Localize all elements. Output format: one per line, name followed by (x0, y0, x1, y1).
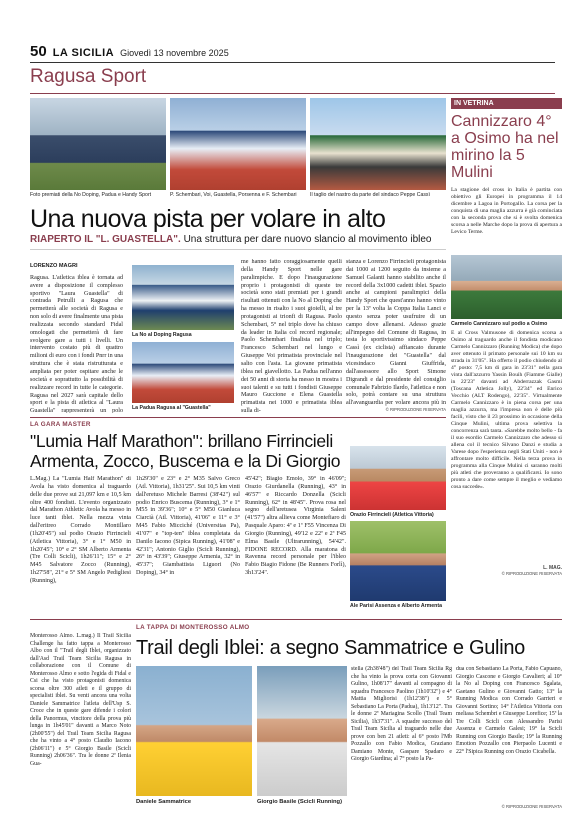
photo-ribbon-cutting (310, 98, 446, 190)
lumia-tag: LA GARA MASTER (30, 421, 91, 428)
divider (30, 249, 446, 250)
photo-firrincieli (350, 446, 446, 510)
photo-cannizzaro-podium (451, 255, 562, 319)
main-col-1 (30, 263, 123, 413)
page-header (30, 43, 555, 63)
photo-caption: P. Schembari, Voi, Guastella, Porsenna e F. Schembari (170, 192, 297, 198)
main-col-2: me hanno fatto coraggiosamente quelli della Handy Sport nelle gare paralimpiche. E dopo l'inaugurazione proprio i protagonisti di queste tre società sono stati premiati per i grandi risultati ottenuti con la No al Doping che ha messo in risalto i suoi gioielli, al tre protagonisti ai trionfi di Ragusa. Paolo Schembari, 5° nel triplo dove ha chiuso da leader in Italia col record regionale; Paolo Schembari finalista nel triplo; Francesco Schembari nel lungo e Giuseppe Voi primatista provinciale nel salto con l'asta. La giovane primatista iblea nel giavellotto. La Padua nell'anno dei 50 anni di storia ha messo in mostra i suoi talenti e su tutti i fondisti Giuseppe Mauro Guccione e Elena Guastella primatista nei 1000 e primatista iblea sulla di- (241, 259, 342, 414)
lumia-col-2: 1h29'30" e 23° e 2° M35 Salvo Greco (Atl. Vittoria), 1h31'25". Sui 10,5 km vinti dall'eretuso Michele Barresi (38'42") sul podio Enrico Buscema (Running), 3° e 1° M55 in 39'36"; 10° e 5° M50 Gianluca Ciarcià (Atl. Vittoria), 41'06" e 11° e 3° M45 Fabio Micciché (Universitas Pa), 41'07" e "top-ten" iblea completata da Danilo Iacono (Sipica Running), 41'08" e 42'31"; Antonio Giglio (Scicli Running), 26° in 43'39"; Giuseppe Armenia, 32° in 45'37"; Giambattista Liguori (No Doping), 34° in (136, 476, 240, 577)
sidebar-band: IN VETRINA (451, 98, 562, 109)
lumia-col-3: 45'42"; Biagio Emolo, 39° in 46'09"; Orazio Giurdanella (Running), 43° in 46'57" e Riccardo Donzella (Scicli Running), 62° in 48'45". Prova rosa nel segno dell'aretusea Virginia Saleni (41'57") altra allieva come Montefiaro di Pasquale Aparo: 4ª e 1ª F55 Vincenza Di Giorgio (Running), 49'12 e 22ª e 2ª F45 Elma Basile (Ultrarunning), 54'42". FIDONE RECORD. Alla maratona di Ravenna record personale per l'ibleo Fabio Biagio Fidone (Be Runners Forlì), 3h13'24". (245, 476, 346, 577)
photo-caption: Ale Parisi Assenza e Alberto Armenta (350, 603, 442, 609)
section-rule (30, 93, 555, 94)
photo-caption: La No al Doping Ragusa (132, 332, 192, 338)
copyright: © RIPRODUZIONE RISERVATA (501, 804, 562, 809)
main-col-3: stanza e Lorenzo Firrincieli protagonista dai 1000 ai 1200 seguito da insieme a Samuel Galanti hanno stabilito anche il record della 3x1000 cadetti iblei. Spazio anche ai campioni paralimpici della Handy Sport che quest'anno hanno vinto per la 13ª volta la Coppa Italia Lanci e questo senza poter usufruire di un campo dove allenarsi. Adesso grazie all'impegno del Comune di Ragusa, in testa lo sportivissimo sindaco Peppe Cassì (ex ciclista) affiancato durante l'inaugurazione dei "Guastella" dal vicesindaco Gianni Giuffrida, dall'assessore allo Sport Simone Digrandi e dal presidente del consiglio comunale Fabrizio Ilardo, l'atletica e non solo, potrà contare su una struttura all'avanguardia per volare ancora più in (346, 259, 446, 406)
photo-caption: Foto premiati della No Doping, Padua e Handy Sport (30, 192, 152, 198)
author-byline: LORENZO MAGRÌ (30, 263, 78, 269)
section-divider (30, 417, 446, 418)
sidebar-body-2: E al Cross Valmusone di domenica scorsa a Osimo al traguardo anche il fondista modicano Carmelo Cannizzaro (Running Modica) che dopo aver ottenuto il primato personale sui 10 km su strada in 31'05". Ha offerto il podio chiudendo al 4° posto: 7,5 km di gara in 23'31" nella gara vinta dall'azzurro Yassin Bouih (Fiamme Gialle) in 22'23" davanti ad Abderrazzak Gasmi (Toscana Atletica Jolly), 22'34" ed Enrico Vecchio (ALT Rodengo), 22'35". Virtualmente Carmelo Cannizzaro è in piena corsa per una maglia azzurra, ma l'impresa non è delle più facili, visto che il 23 prossimo in occasione della Cinque Mulini, ultima prova selettiva la concorrenza sarà tanta. «Sarebbe molto bello - fa il suo esordio Carmelo Cannizzaro che adesso si allena col il tecnico Silvano Danzi e studia a Varese dopo l'esperienza negli Stati Uniti - non è affrontare molto difficile. Nella terza prova in programma alla Cinque Mulini ci saranno molti più atleti che proveranno a qualificarsi. Io sono pronto a dare come sempre il meglio e vediamo cosa succede». (451, 330, 562, 490)
main-headline: Una nuova pista per volare in alto (30, 205, 386, 233)
trail-col-1: Monterosso Almo. L.mag.) Il Trail Sicilia Challenge ha fatto tappa a Monterosso Albo con il "Trail degli Iblei, organizzato dall'Asd Trail Team Sicilia Ragusa in collaborazione con il Comune di Monterosso Almo e sotto l'egida di Fidal e Csi che ha visto protagonisti domenica scorsa oltre 300 atleti e il gruppo di specialisti iblei. Su venti ancora una volta Daniele Sammatrice l'atleta dell'Usp S. Croce che in queste gare difende i colori della Panormus, vincitore della prova più lunga in 1h45'01" davanti a Marco Noto (2h00'55") del Trail Team Sicilia Ragusa che ha vinto a 4° posto Claudio Iacono (2h06'11") e 5° Giorgio Basile (Scicli Running) 2h06'36". Tra le donne 2ª Ilenia Gua- (30, 633, 131, 767)
photo-padua-ragusa (132, 342, 234, 403)
sidebar-photo-caption: Carmelo Cannizzaro sul podio a Osimo (451, 321, 548, 327)
photo-caption: Giorgio Basile (Scicli Running) (257, 799, 343, 805)
header-rule (30, 62, 555, 63)
issue-date: Giovedì 13 novembre 2025 (120, 48, 229, 58)
sidebar-copyright: © RIPRODUZIONE RISERVATA (501, 571, 562, 576)
sidebar-headline: Cannizzaro 4° a Osimo ha nel mirino la 5 Mulini (451, 113, 559, 181)
sidebar-body-1: La stagione del cross in Italia è partita con obiettivo gli Europei in programma il 14 dicembre a Lagoa in Portogallo. La corsa per la conquista di una maglia azzurra è già cominciata con la seconda prova che si è svolta domenica scorsa a nelle Marche dopo la prova di apertura a Levico Terme. (451, 187, 562, 235)
lumia-headline-1: "Lumia Half Marathon": brillano Firrincieli (30, 431, 333, 451)
photo-caption: Daniele Sammatrice (136, 799, 192, 805)
photo-caption: Orazio Firrincieli (Atletica Vittoria) (350, 512, 434, 518)
trail-col-3: dua con Sebastiano La Porta, Fabio Capuano, Giorgio Cascone e Giorgio Cavalieri; al 10° la No al Doping con Francesco Sgalata, Gaetano Gulino e Giovanni Gatto; 13° la Running Modica con Corrado Garrieri e Giovanni Sortino; 14° l'Atletica Vittoria con meliasa Schembri e Giuseppe Lorefice; 15ª la Tre Colli Scicli con Alessandro Parisi Assenza e Carmelo Galesi; 19° la Scicli Running con Giorgio Basile; 19° la Running Emotion Pozzallo con Pierpaolo Lucenti e 22° l'Sipica Running con Orazio Cicabella. (456, 666, 562, 755)
photo-no-al-doping (132, 265, 234, 330)
newspaper-logo: LA SICILIA (52, 47, 115, 59)
main-col-1-text: Ragusa. L'atletica iblea è tornata ad avere a disposizione il complesso sportivo "Laura Guastella" di contrada Petrulli a Ragusa che permetterà alle società di Ragusa e non solo di avere finalmente una pista realizzata secondo standard Fidal omologati che permetterà di fare svolgere gare a tutti i livelli. Un intervento costato più di quattro milioni di euro con i fondi Pnrr in una struttura che è stata ristrutturata e ampliata per poter ospitare anche le società e soprattutto la possibilità di realizzare record in tutte le categorie. Ragusa nel 2027 sarà capitale dello sport e la pista di atletica al "Laura Guastella" rappresenterà un polo (30, 274, 123, 413)
page-number: 50 (30, 43, 47, 60)
section-title: Ragusa Sport (30, 66, 147, 87)
kicker-bold: RIAPERTO IL "L. GUASTELLA". (30, 234, 181, 245)
sidebar-signature: L. MAG. (543, 565, 562, 571)
lumia-headline-2: Armenta, Zocco, Buscema e la Di Giorgio (30, 451, 341, 471)
copyright: © RIPRODUZIONE RISERVATA (385, 407, 446, 412)
main-kicker (30, 234, 450, 245)
lumia-col-1: L.Mag.) La "Lumia Half Marathon" di Avola ha visto domenica al traguardo delle due prove sui 21,097 km e 10,5 km oltre 400 fondisti. L'evento organizzato dal Marathon Athletic Avola ha messo in luce tanti iblei. Nella mezza vinta dall'eritreo Corrado Montillaro (1h20'45") sul podio Orazio Firrincieli (Atletica Vittoria), 3° e 1° M50 in 1h20'45"; 10° e 2° SM Alberto Armenta (Tre Colli Scicli), 1h26'11"; 15° e 2° M45 Salvatore Zocco (Running), 1h27'58", 21° e 5° SM Angelo Pedigliesi (Running), (30, 476, 131, 584)
photo-parisi-armenta (350, 521, 446, 601)
kicker-text: Una struttura per dare nuovo slancio al movimento ibleo (180, 234, 432, 245)
trail-col-2: stella (2h38'48") del Trail Team Sicilia Rg che ha vinto la prova corta con Giovanni Gulino, 1h08'17" davanti al compagno di squadra Francesco Paolino (1h10'32") e 4° Mattia Migliorisi (1h12'38") e 5° Sebastiano La Porta (Padua), 1h13'12". Tra le donne 2ª Mariagina Scollo (Trail Team Sicilia), 1h37'31". A squadre successo del Trail Team Sicilia al traguardo nelle due prove con ben 21 atleti: al 6° posto l'Mb Pozzallo con Fabio Modica, Graziano Damiano Monte, Gaspare Spadaro e Giorgio Giardina; al 7° posto la Pa- (351, 666, 452, 762)
section-divider (30, 619, 562, 620)
photo-giorgio-basile (257, 666, 347, 796)
sidebar-in-vetrina (451, 98, 562, 606)
trail-headline: Trail degli Iblei: a segno Sammatrice e Gulino (136, 637, 525, 659)
photo-caption: Il taglio del nastro da parte del sindaco Peppe Cassì (310, 192, 430, 198)
trail-tag: LA TAPPA DI MONTEROSSO ALMO (136, 624, 250, 631)
photo-premiati (30, 98, 166, 190)
photo-sammatrice (136, 666, 252, 796)
photo-schembari-group (170, 98, 306, 190)
photo-caption: La Padua Ragusa al "Guastella" (132, 405, 211, 411)
